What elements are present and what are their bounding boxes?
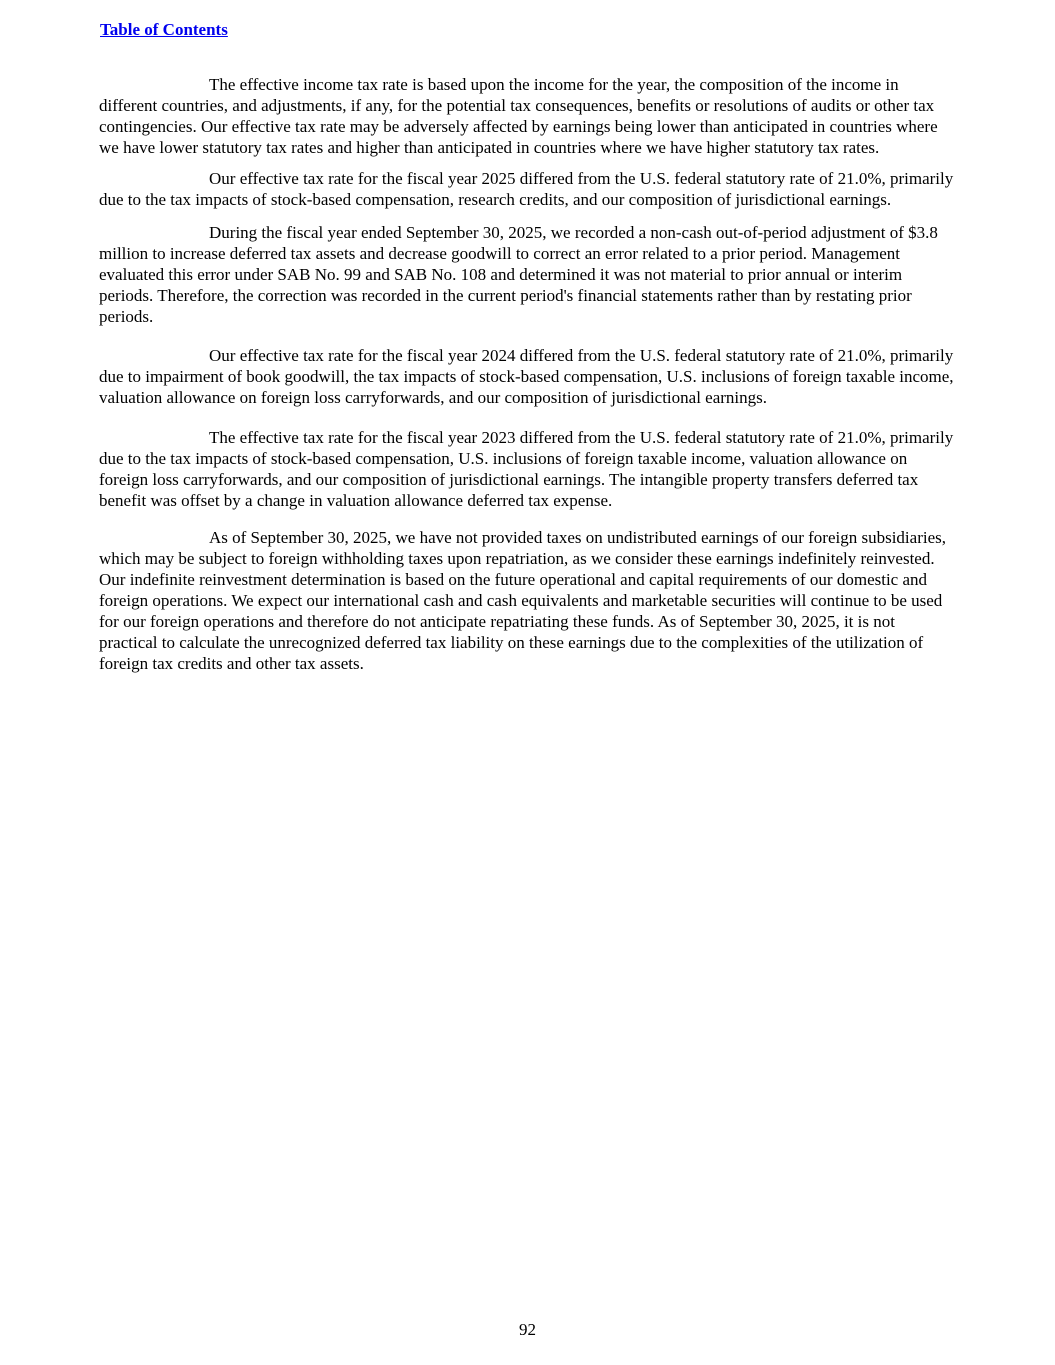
- document-body: [99, 74, 955, 674]
- paragraph-undistributed-foreign-earnings: As of September 30, 2025, we have not provided taxes on undistributed earnings of our foreign subsidiaries, which may be subject to foreign withholding taxes upon repatriation, as we consider these earnings indefinitely reinvested. Our indefinite reinvestment determination is based on the future operational and capital requirements of our domestic and foreign operations. We expect our international cash and cash equivalents and marketable securities will continue to be used for our foreign operations and therefore do not anticipate repatriating these funds. As of September 30, 2025, it is not practical to calculate the unrecognized deferred tax liability on these earnings due to the complexities of the utilization of foreign tax credits and other tax assets.: [99, 528, 946, 673]
- page-number: 92: [519, 1320, 536, 1339]
- table-of-contents-link[interactable]: Table of Contents: [100, 20, 228, 39]
- paragraph-out-of-period-adjustment: During the fiscal year ended September 30, 2025, we recorded a non-cash out-of-period adjustment of $3.8 million to increase deferred tax assets and decrease goodwill to correct an error related to a prior period. Management evaluated this error under SAB No. 99 and SAB No. 108 and determined it was not material to prior annual or interim periods. Therefore, the correction was recorded in the current period's financial statements rather than by restating prior periods.: [99, 223, 938, 326]
- paragraph-fiscal-2024-rate: Our effective tax rate for the fiscal year 2024 differed from the U.S. federal statutory rate of 21.0%, primarily due to impairment of book goodwill, the tax impacts of stock-based compensation, U.S. inclusions of foreign taxable income, valuation allowance on foreign loss carryforwards, and our composition of jurisdictional earnings.: [99, 346, 954, 407]
- paragraph-effective-tax-rate-basis: The effective income tax rate is based upon the income for the year, the composition of the income in different countries, and adjustments, if any, for the potential tax consequences, benefits or resolutions of audits or other tax contingencies. Our effective tax rate may be adversely affected by earnings being lower than anticipated in countries where we have lower statutory tax rates and higher than anticipated in countries where we have higher statutory tax rates.: [99, 75, 938, 157]
- paragraph-fiscal-2023-rate: The effective tax rate for the fiscal year 2023 differed from the U.S. federal statutory rate of 21.0%, primarily due to the tax impacts of stock-based compensation, U.S. inclusions of foreign taxable income, valuation allowance on foreign loss carryforwards, and our composition of jurisdictional earnings. The intangible property transfers deferred tax benefit was offset by a change in valuation allowance deferred tax expense.: [99, 428, 954, 510]
- paragraph-fiscal-2025-rate: Our effective tax rate for the fiscal year 2025 differed from the U.S. federal statutory rate of 21.0%, primarily due to the tax impacts of stock-based compensation, research credits, and our composition of jurisdictional earnings.: [99, 169, 954, 209]
